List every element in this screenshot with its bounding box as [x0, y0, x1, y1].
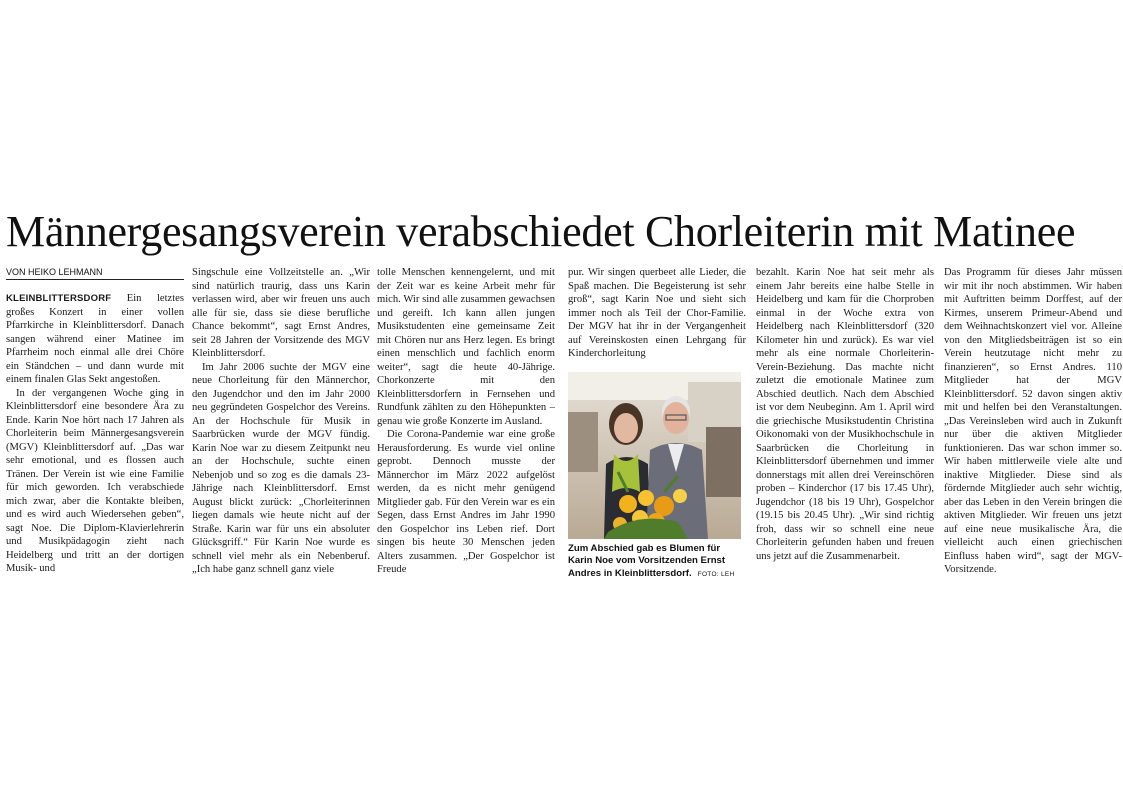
article-photo	[568, 372, 741, 539]
headline: Männergesangsverein verabschiedet Chorleiterin mit Matinee	[6, 207, 1076, 256]
paragraph: Singschule eine Vollzeitstelle an. „Wir sind natürlich traurig, dass uns Karin verlassen wird, aber wir freuen uns auch alle für sie, dass sie diese berufliche Chance bekommt“, sagt Ernst Andres, seit 28 Jahren der Vorsitzende des MGV Kleinblittersdorf.	[192, 267, 370, 359]
caption-text: Zum Abschied gab es Blumen für Karin Noe vom Vorsitzenden Ernst Andres in Kleinblittersdorf.	[568, 543, 726, 579]
article-column-6	[944, 266, 1122, 596]
lead-paragraph	[6, 292, 184, 387]
paragraph: Im Jahr 2006 suchte der MGV eine neue Chorleitung für den Männerchor, den Jugendchor und den im Jahr 2000 neu gegründeten Gospelchor des Vereins. An der Hochschule für Musik in Saarbrücken wurde der MGV fündig. Karin Noe war zu diesem Zeitpunkt neu an der Hochschule, suchte einen Nebenjob und so zog es die damals 23-Jährige nach Kleinblittersdorf. Ernst August blickt zurück: „Chorleiterinnen liegen damals wie heute nicht auf der Straße. Karin war für uns ein absoluter Glücksgriff.“ Für Karin Noe wurde es schnell viel mehr als ein Nebenberuf. „Ich habe ganz schnell ganz viele	[192, 361, 370, 575]
paragraph: tolle Menschen kennengelernt, und mit der Zeit war es keine Arbeit mehr für mich. Wir sind alle zusammen gewachsen und gereift. Ich kann allen jungen Musikstudenten eine gemeinsame Zeit mit Chören nur ans Herz legen. Es bringt einen menschlich und fachlich enorm weiter“, sagt die heute 40-Jährige. Chorkonzerte mit den Kleinblittersdorfern in Fernsehen und Rundfunk zählten zu den Höhepunkten – genau wie große Konzerte im Ausland.	[377, 267, 555, 427]
byline: VON HEIKO LEHMANN	[6, 266, 184, 280]
paragraph: bezahlt. Karin Noe hat seit mehr als einem Jahr bereits eine halbe Stelle in Heidelberg und kam für die Chorproben einmal in der Woche extra von Heidelberg nach Kleinblittersdorf (320 Kilometer hin und zurück). Es war viel mehr als eine normale Chorleiterin-Verein-Beziehung. Das machte nicht zuletzt die emotionale Matinee zum Abschied deutlich. Nach dem Abschied ist vor dem Neubeginn. Am 1. April wird die griechische Musikstudentin Christina Oikonomaki von der Musikhochschule in Saarbrücken die Chorleitung in Kleinblittersdorf übernehmen und immer donnerstags mit allen drei Vereinschören proben – Kinderchor (17 bis 17.45 Uhr), Jugendchor (18 bis 19 Uhr), Gospelchor (19.15 bis 20.45 Uhr). „Wir sind richtig froh, dass wir so schnell eine neue Chorleiterin gefunden haben und freuen uns jetzt auf die Zusammenarbeit.	[756, 267, 934, 562]
paragraph: pur. Wir singen querbeet alle Lieder, die Spaß machen. Die Begeisterung ist sehr groß“, sagt Karin Noe und sieht sich immer noch als Teil der Chor-Familie. Der MGV hat ihr in der Vergangenheit auf Vereinskosten einen Lehrgang für Kinderchorleitung	[568, 267, 746, 359]
paragraph: Die Corona-Pandemie war eine große Herausforderung. Es wurde viel online geprobt. Dennoch musste der Männerchor im März 2022 aufgelöst werden, da es nicht mehr genügend Mitglieder gab. Für den Verein war es ein Segen, dass Ernst Andres im Jahr 1990 den Gospelchor ins Leben rief. Dort singen bis heute 30 Menschen jeden Alters zusammen. „Der Gospelchor ist Freude	[377, 429, 555, 575]
article-column-5	[756, 266, 934, 596]
photo-credit: FOTO: LEH	[697, 570, 735, 578]
paragraph: Das Programm für dieses Jahr müssen wir mit ihr noch abstimmen. Wir haben mit Auftritten beimm Dorffest, auf der Kirmes, unserem Primeur-Abend und dem Weihnachtskonzert viel vor. Alleine von den Mitgliedsbeiträgen ist so ein Verein heutzutage nicht mehr zu finanzieren“, so Ernst Andres. 110 Mitglieder hat der MGV Kleinblittersdorf. 52 davon singen aktiv mit und helfen bei den Veranstaltungen. „Das Vereinsleben wird auch in Zukunft nur über die aktiven Mitglieder funktionieren. Das war schon immer so. Wir haben mittlerweile viele alte und inaktive Mitglieder. Diese sind als fördernde Mitglieder auch sehr wichtig, aber das Leben in den Verein bringen die aktiven Mitglieder. Wir freuen uns jetzt auf eine neue musikalische Ära, die vielleicht auch einen griechischen Einfluss haben wird“, sagt der MGV-Vorsitzende.	[944, 267, 1122, 575]
photo-caption	[568, 543, 746, 581]
article-column-1	[6, 292, 184, 592]
dateline: KLEINBLITTERSDORF	[6, 293, 112, 304]
article-column-4	[568, 266, 746, 366]
lead-text: Ein letztes großes Konzert in einer vollen Pfarrkirche in Kleinblittersdorf. Danach sangen während einer Matinee im Pfarrheim noch einmal alle drei Chöre ein Ständchen – und dann wurde mit einem finalen Glas Sekt angestoßen.	[6, 293, 184, 385]
article-column-2	[192, 266, 370, 596]
paragraph: In der vergangenen Woche ging in Kleinblittersdorf eine besondere Ära zu Ende. Karin Noe hört nach 17 Jahren als Chorleiterin beim Männergesangsverein (MGV) Kleinblittersdorf auf. „Das war sehr emotional, und es flossen auch Tränen. Der Verein ist wie eine Familie für mich geworden. Ich verabschiede mich zwar, aber die Kontakte bleiben, und es wird auch Wiedersehen geben“, sagt Noe. Die Diplom-Klavierlehrerin und Musikpädagogin zieht nach Heidelberg und tritt an der dortigen Musik- und	[6, 387, 184, 574]
photo-illustration	[568, 372, 741, 539]
article-column-3	[377, 266, 555, 596]
